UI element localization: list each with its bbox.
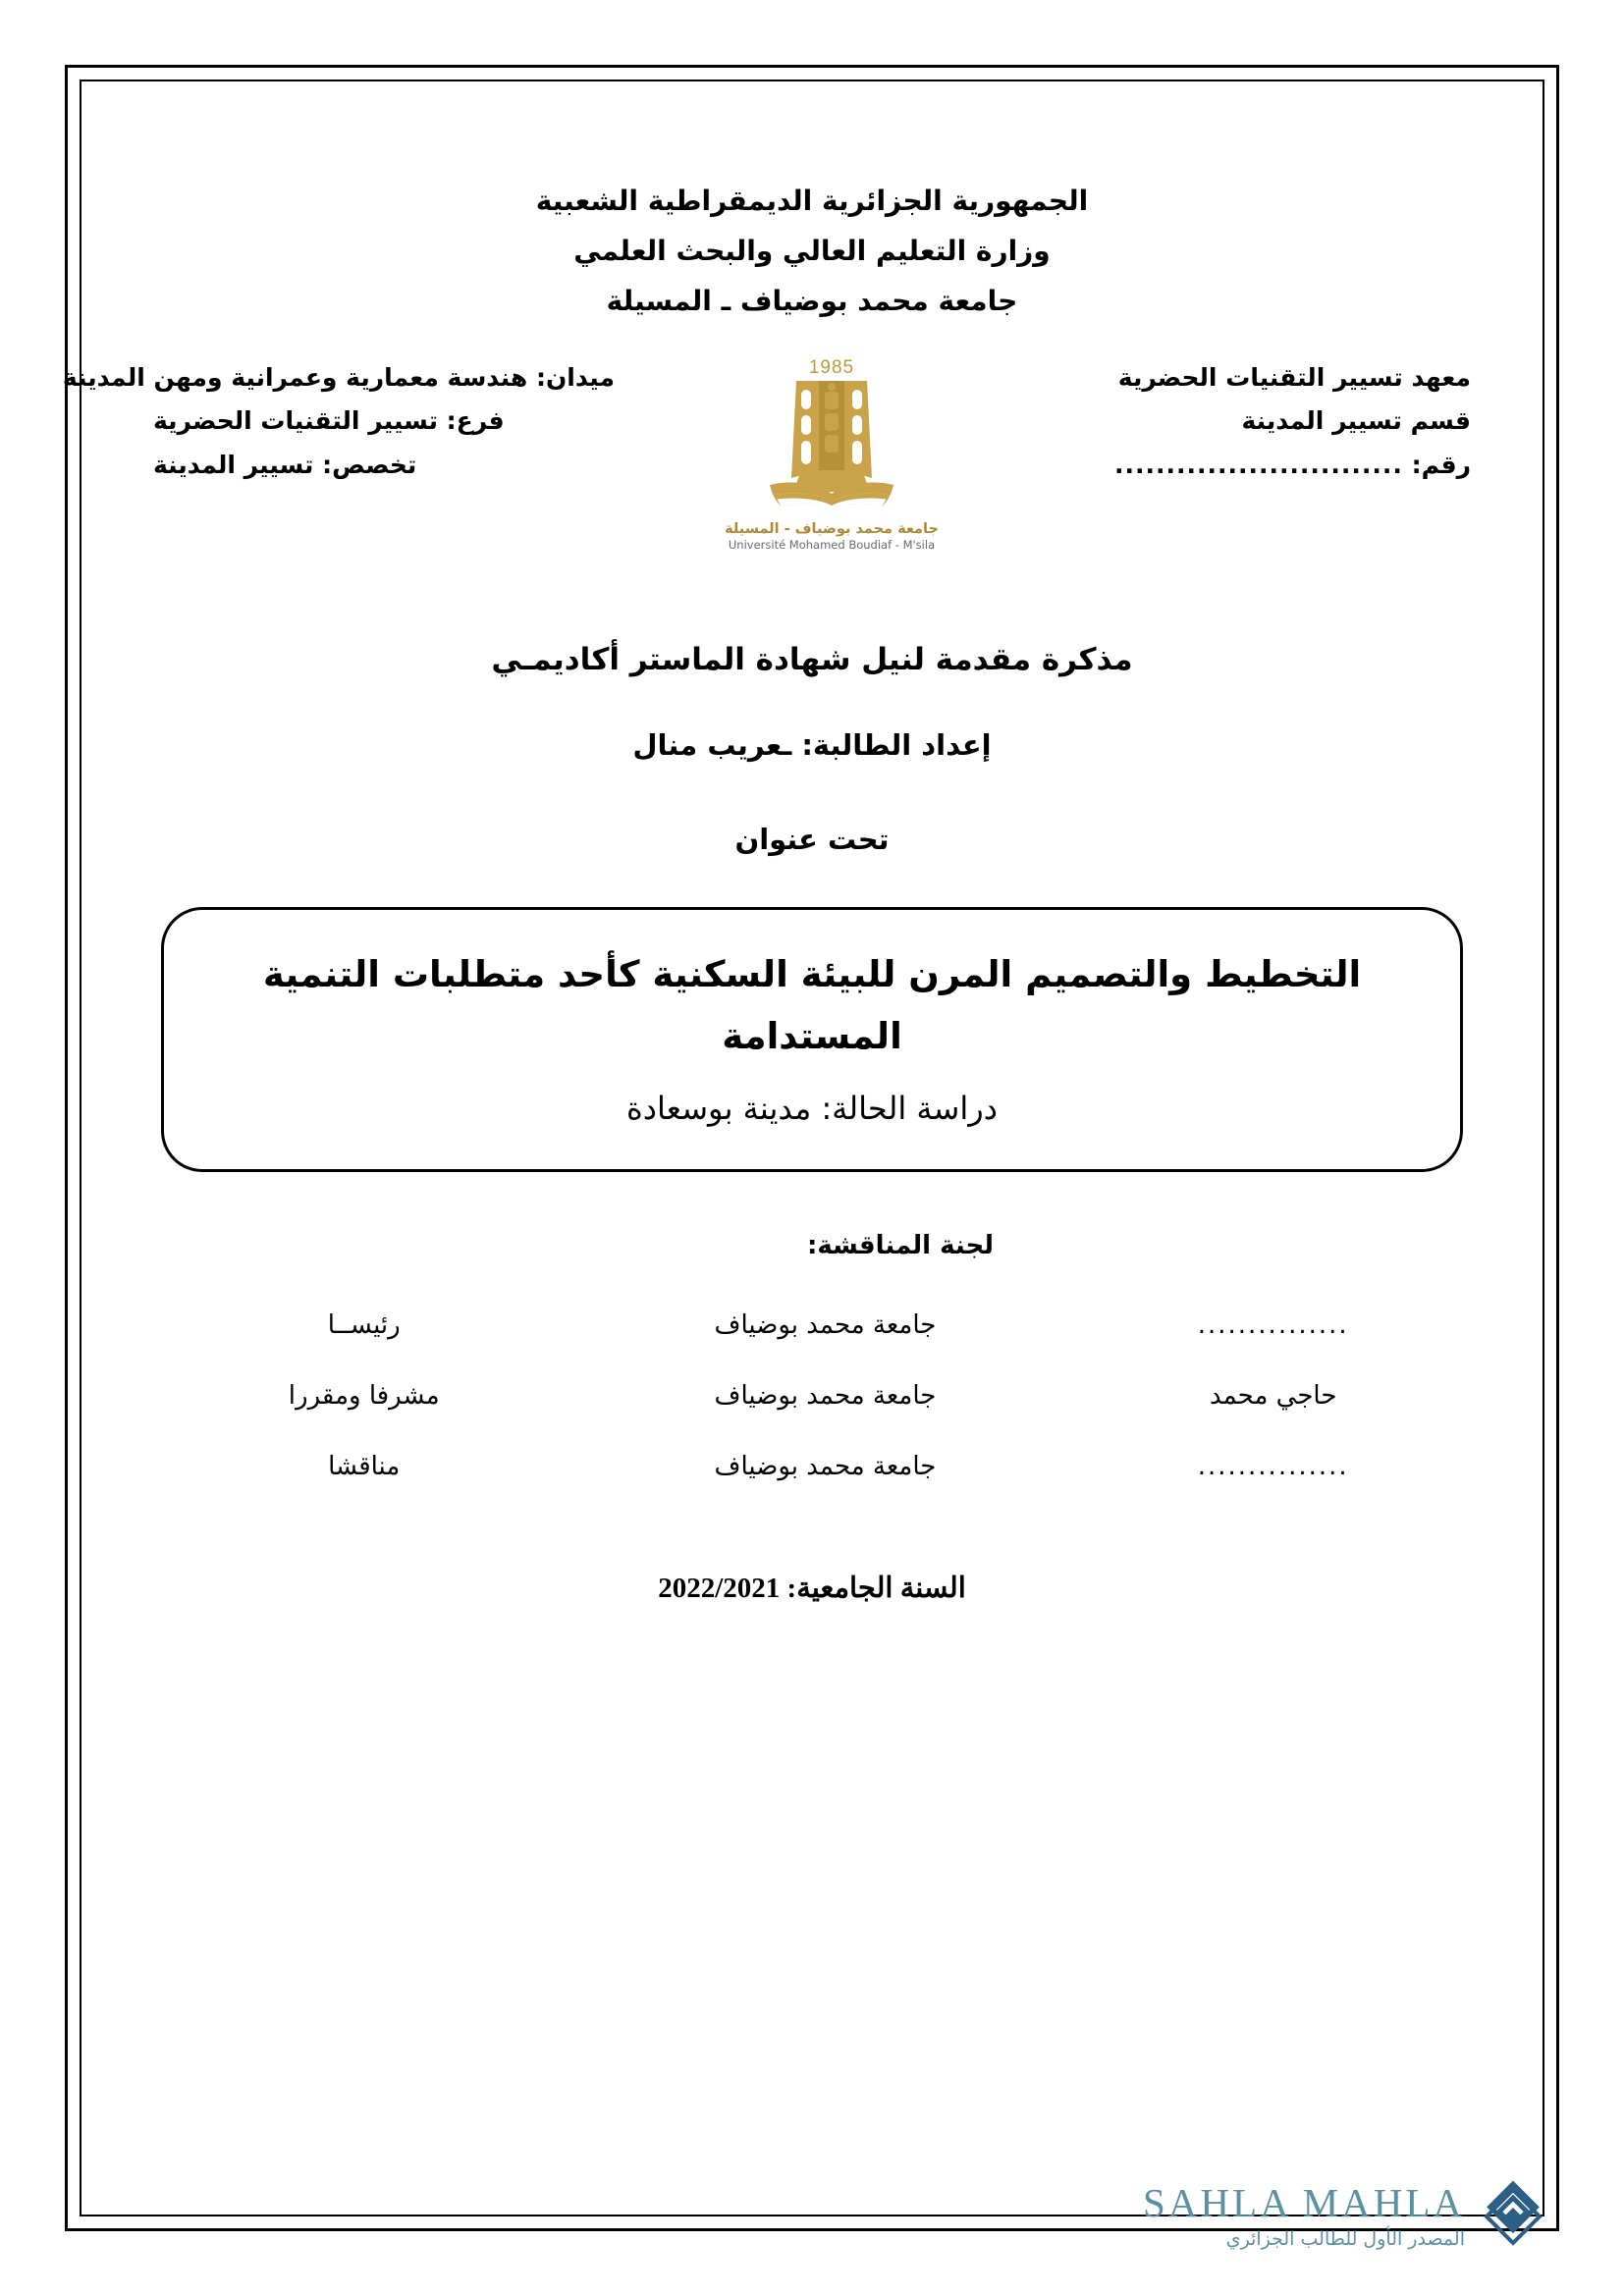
watermark-branding xyxy=(1143,2178,1551,2255)
department-name: قسم تسيير المدينة xyxy=(1241,406,1471,436)
logo-name-arabic: جامعة محمد بوضياف - المسيلة xyxy=(725,520,939,537)
academic-year: السنة الجامعية: 2022/2021 xyxy=(658,1573,966,1605)
reference-number-value: ............................ xyxy=(1113,450,1403,479)
under-title-label: تحت عنوان xyxy=(734,822,890,856)
jury-member-university: جامعة محمد بوضياف xyxy=(714,1381,937,1412)
watermark-text xyxy=(1143,2180,1465,2250)
header-line-university: جامعة محمد بوضياف ـ المسيلة xyxy=(606,284,1018,317)
table-row xyxy=(153,1361,1471,1431)
branch-line: فرع: تسيير التقنيات الحضرية xyxy=(153,406,505,436)
institution-left-column xyxy=(62,352,615,488)
jury-member-role: مشرفا ومقررا xyxy=(288,1381,440,1412)
institution-row xyxy=(62,352,1471,552)
jury-member-role: رئيســا xyxy=(327,1310,401,1341)
watermark-tagline: المصدر الأول للطالب الجزائري xyxy=(1225,2228,1465,2250)
header-line-ministry: وزارة التعليم العالي والبحث العلمي xyxy=(573,234,1051,267)
document-header xyxy=(153,177,1471,327)
jury-member-name: ............... xyxy=(1197,1452,1349,1482)
jury-member-university: جامعة محمد بوضياف xyxy=(714,1310,937,1341)
jury-member-university: جامعة محمد بوضياف xyxy=(714,1452,937,1482)
table-row xyxy=(153,1290,1471,1361)
author-line: إعداد الطالبة: ـعريب منال xyxy=(632,727,992,762)
reference-number-label: رقم: xyxy=(1411,450,1471,479)
university-logo xyxy=(719,354,945,552)
jury-heading: لجنة المناقشة: xyxy=(806,1231,995,1261)
jury-member-name: حاجي محمد xyxy=(1210,1381,1337,1412)
jury-member-role: مناقشا xyxy=(328,1452,401,1482)
institution-right-column xyxy=(1049,352,1471,488)
watermark-brand: SAHLA MAHLA xyxy=(1143,2180,1465,2225)
degree-statement: مذكرة مقدمة لنيل شهادة الماستر أكاديمـي xyxy=(491,641,1133,677)
institute-name: معهد تسيير التقنيات الحضرية xyxy=(1117,362,1471,392)
reference-number-line xyxy=(1049,444,1471,488)
university-logo-mark xyxy=(740,354,923,519)
logo-name-french: Université Mohamed Boudiaf - M'sila xyxy=(728,537,936,552)
thesis-case-study: دراسة الحالة: مدينة بوسعادة xyxy=(626,1090,998,1128)
specialty-line: تخصص: تسيير المدينة xyxy=(153,450,417,479)
table-row xyxy=(153,1431,1471,1502)
jury-table-body xyxy=(153,1290,1471,1502)
svg-text:1985: 1985 xyxy=(808,356,855,378)
header-line-republic: الجمهورية الجزائرية الديمقراطية الشعبية xyxy=(535,185,1089,217)
thesis-title: التخطيط والتصميم المرن للبيئة السكنية كأحد متطلبات التنمية المستدامة xyxy=(262,952,1362,1058)
thesis-title-box xyxy=(161,907,1463,1172)
field-line: ميدان: هندسة معمارية وعمرانية ومهن المدينة xyxy=(62,362,615,392)
sahla-mahla-diamond-icon xyxy=(1475,2178,1551,2255)
jury-member-name: ............... xyxy=(1197,1310,1349,1341)
jury-table xyxy=(153,1290,1471,1502)
page-content xyxy=(62,94,1530,2202)
